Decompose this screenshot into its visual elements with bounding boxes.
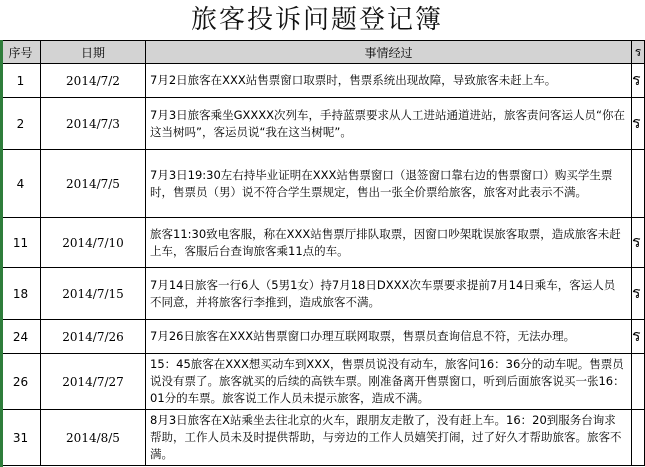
row-extra: [632, 354, 645, 410]
row-num: 18: [1, 268, 41, 320]
row-num: 31: [1, 410, 41, 466]
row-desc: 8月3日旅客在X站乘坐去往北京的火车，跟朋友走散了，没有赶上车。16：20到服务台询求帮助，工作人员未及时提供帮助，与旁边的工作人员嬉笑打闹，过了好久才帮助旅客。旅客不满。: [146, 410, 632, 466]
row-num: 26: [1, 354, 41, 410]
table-row: [1, 150, 645, 218]
row-num: 11: [1, 218, 41, 268]
row-extra: ร: [632, 218, 645, 268]
row-num: 1: [1, 64, 41, 98]
row-desc: 旅客11:30致电客服，称在XXX站售票厅排队取票，因窗口吵架耽误旅客取票，造成旅客未赶上车，客服后台查询旅客乘11点的车。: [146, 218, 632, 268]
row-desc: 7月3日19:30左右持毕业证明在XXX站售票窗口（退签窗口靠右边的售票窗口）购买学生票时，售票员（男）说不符合学生票规定，售出一张全价票给旅客，旅客对此表示不满。: [146, 150, 632, 218]
header-extra: ร: [632, 41, 645, 64]
row-desc: 7月3日旅客乘坐GXXXX次列车，手持蓝票要求从人工进站通道进站，旅客责问客运人员“你在这当树吗”，客运员说“我在这当树呢”。: [146, 98, 632, 150]
row-extra: [632, 150, 645, 218]
row-num: 24: [1, 320, 41, 354]
row-extra: ร: [632, 64, 645, 98]
row-date: 2014/8/5: [41, 410, 146, 466]
row-desc: 7月2日旅客在XXX站售票窗口取票时，售票系统出现故障，导致旅客未赶上车。: [146, 64, 632, 98]
row-num: 2: [1, 98, 41, 150]
page-title: 旅客投诉问题登记簿: [190, 5, 443, 35]
row-date: 2014/7/3: [41, 98, 146, 150]
row-date: 2014/7/15: [41, 268, 146, 320]
row-extra: [632, 410, 645, 466]
row-desc: 7月26日旅客在XXX站售票窗口办理互联网取票，售票员查询信息不符，无法办理。: [146, 320, 632, 354]
row-extra: ร: [632, 320, 645, 354]
table-header-row: [1, 41, 645, 64]
row-date: 2014/7/27: [41, 354, 146, 410]
table-row: [1, 64, 645, 98]
row-desc: 15：45旅客在XXX想买动车到XXX，售票员说没有动车，旅客问16：36分的动车呢。售票员说没有票了。旅客就买的后续的高铁车票。刚准备离开售票窗口，听到后面旅客说买一张16：01分的车票。旅客说工作人员未提示旅客，造成不满。: [146, 354, 632, 410]
left-edge-highlight: [0, 40, 3, 467]
row-num: 4: [1, 150, 41, 218]
row-desc: 7月14日旅客一行6人（5男1女）持7月18日DXXX次车票要求提前7月14日乘车，客运人员不同意，并将旅客行李推到，造成旅客不满。: [146, 268, 632, 320]
table-row: [1, 218, 645, 268]
table-row: [1, 410, 645, 466]
row-date: 2014/7/26: [41, 320, 146, 354]
complaint-table: [0, 40, 645, 466]
table-row: [1, 268, 645, 320]
row-date: 2014/7/10: [41, 218, 146, 268]
table-row: [1, 98, 645, 150]
row-extra: ร: [632, 268, 645, 320]
table-row: [1, 320, 645, 354]
table-row: [1, 354, 645, 410]
header-date: 日期: [41, 41, 146, 64]
row-date: 2014/7/2: [41, 64, 146, 98]
header-num: 序号: [1, 41, 41, 64]
header-desc: 事情经过: [146, 41, 632, 64]
row-date: 2014/7/5: [41, 150, 146, 218]
row-extra: ร: [632, 98, 645, 150]
